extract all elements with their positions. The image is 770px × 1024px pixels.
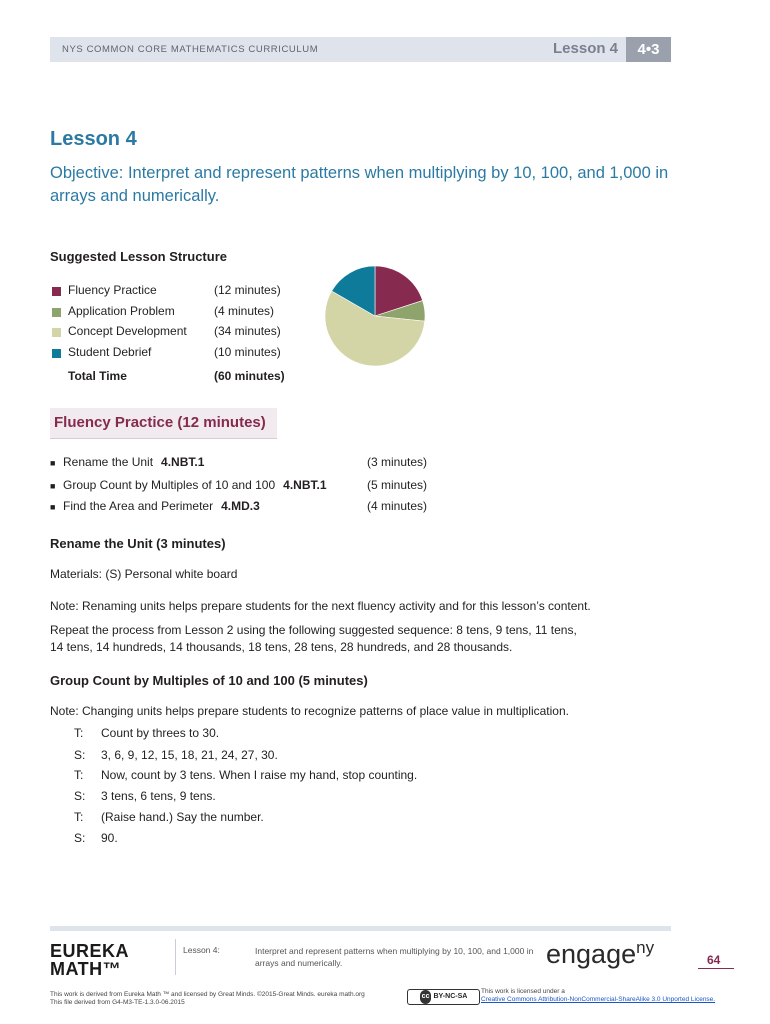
legend-swatch: [52, 287, 61, 296]
legend-swatch: [52, 328, 61, 337]
page-number-rule: [698, 968, 734, 969]
structure-item-name: Application Problem: [68, 304, 175, 318]
structure-item-minutes: (34 minutes): [214, 324, 281, 338]
activity-title: Group Count by Multiples of 10 and 100: [63, 478, 276, 492]
total-time-value: (60 minutes): [214, 369, 285, 383]
activity-standard: 4.MD.3: [221, 499, 260, 513]
structure-heading: Suggested Lesson Structure: [50, 249, 227, 264]
dialogue-text: 90.: [101, 831, 118, 845]
license-line-1: This work is licensed under a: [481, 988, 565, 995]
eureka-math-logo: [50, 942, 129, 978]
structure-item-name: Fluency Practice: [68, 283, 157, 297]
logo-line-1: EUREKA: [50, 941, 130, 961]
legend-swatch: [52, 308, 61, 317]
group-count-note: Note: Changing units helps prepare students to recognize patterns of place value in multiplication.: [50, 704, 569, 718]
speaker-label: S:: [74, 831, 86, 845]
credit-line-1: This work is derived from Eureka Math ™ and licensed by Great Minds. ©2015-Great Minds. eureka math.org: [50, 991, 365, 998]
header-lesson-label: Lesson 4: [553, 40, 619, 57]
total-time-label: Total Time: [68, 369, 127, 383]
credit-text: [50, 991, 365, 1007]
footer-rule: [50, 926, 671, 931]
speaker-label: S:: [74, 789, 86, 803]
speaker-label: T:: [74, 810, 84, 824]
structure-item-name: Student Debrief: [68, 345, 152, 359]
activity-standard: 4.NBT.1: [283, 478, 327, 492]
group-count-heading: Group Count by Multiples of 10 and 100 (5 minutes): [50, 673, 368, 688]
cc-badge-text: BY-NC-SA: [433, 993, 468, 1000]
materials-text: Materials: (S) Personal white board: [50, 567, 238, 581]
fluency-heading: Fluency Practice (12 minutes): [54, 414, 266, 431]
activity-title: Rename the Unit: [63, 455, 154, 469]
speaker-label: T:: [74, 768, 84, 782]
activity-minutes: (3 minutes): [367, 455, 428, 469]
dialogue-text: Count by threes to 30.: [101, 726, 220, 740]
engage-text: engage: [546, 939, 637, 969]
header-lesson-number: 4•3: [626, 37, 671, 62]
rename-repeat-line-2: 14 tens, 14 hundreds, 14 thousands, 18 tens, 28 tens, 28 hundreds, and 28 thousands.: [50, 640, 513, 654]
objective-text: Objective: Interpret and represent patterns when multiplying by 10, 100, and 1,000 in arrays and numerically.: [50, 164, 669, 205]
footer-divider: [175, 939, 176, 975]
bullet-icon: ■: [50, 502, 56, 512]
lesson-structure-pie: [323, 264, 427, 368]
dialogue-text: 3 tens, 6 tens, 9 tens.: [101, 789, 216, 803]
bullet-icon: ■: [50, 481, 56, 491]
page-title: Lesson 4: [50, 128, 137, 150]
engageny-logo: [546, 938, 654, 970]
speaker-label: T:: [74, 726, 84, 740]
structure-item-minutes: (4 minutes): [214, 304, 275, 318]
structure-item-minutes: (10 minutes): [214, 345, 281, 359]
structure-item-minutes: (12 minutes): [214, 283, 281, 297]
activity-standard: 4.NBT.1: [161, 455, 205, 469]
cc-icon: cc: [420, 990, 432, 1004]
page-number: 64: [707, 953, 721, 967]
structure-item-name: Concept Development: [68, 324, 187, 338]
activity-title: Find the Area and Perimeter: [63, 499, 214, 513]
credit-line-2: This file derived from G4-M3-TE-1.3.0-06.2015: [50, 999, 185, 1006]
rename-heading: Rename the Unit (3 minutes): [50, 536, 226, 551]
dialogue-text: 3, 6, 9, 12, 15, 18, 21, 24, 27, 30.: [101, 748, 278, 762]
activity-minutes: (5 minutes): [367, 478, 428, 492]
footer-lesson-label: Lesson 4:: [183, 945, 220, 955]
footer-lesson-description: Interpret and represent patterns when multiplying by 10, 100, and 1,000 in arrays and numerically.: [255, 946, 534, 968]
dialogue-text: Now, count by 3 tens. When I raise my hand, stop counting.: [101, 768, 418, 782]
bullet-icon: ■: [50, 458, 56, 468]
activity-minutes: (4 minutes): [367, 499, 428, 513]
dialogue-text: (Raise hand.) Say the number.: [101, 810, 264, 824]
license-text: [481, 988, 715, 1004]
engage-ny-text: ny: [636, 938, 655, 957]
legend-swatch: [52, 349, 61, 358]
curriculum-label: NYS COMMON CORE MATHEMATICS CURRICULUM: [62, 44, 319, 55]
rename-repeat-line-1: Repeat the process from Lesson 2 using the following suggested sequence: 8 tens, 9 tens, 11 tens,: [50, 623, 577, 637]
logo-line-2: MATH™: [50, 959, 122, 979]
speaker-label: S:: [74, 748, 86, 762]
license-link[interactable]: Creative Commons Attribution-NonCommercial-ShareAlike 3.0 Unported License.: [481, 996, 716, 1003]
cc-license-badge[interactable]: [407, 989, 480, 1005]
rename-note: Note: Renaming units helps prepare students for the next fluency activity and for this lesson’s content.: [50, 599, 591, 613]
